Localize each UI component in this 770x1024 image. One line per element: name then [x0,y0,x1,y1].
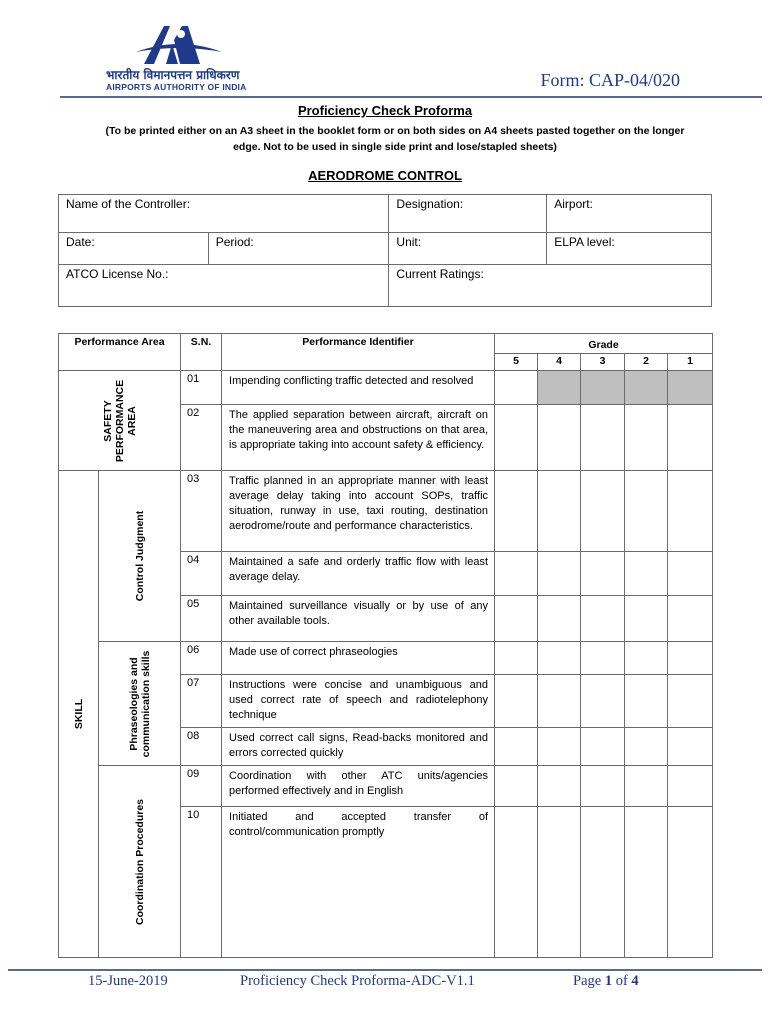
grade-cell[interactable] [538,728,581,766]
page-current: 1 [604,973,613,989]
grade-cell[interactable] [625,405,668,471]
org-name-english: AIRPORTS AUTHORITY OF INDIA [106,82,247,92]
grade-cell[interactable] [495,766,538,807]
grade-cell[interactable] [538,642,581,675]
header-divider [60,96,762,98]
table-row [59,471,713,552]
grade-cell[interactable] [668,728,713,766]
grade-cell[interactable] [538,552,581,596]
grade-cell[interactable] [625,807,668,958]
grade-cell[interactable] [495,642,538,675]
grade-cell[interactable] [581,596,625,642]
page-total: 4 [631,973,639,989]
aai-logo [104,22,254,94]
row-sn: 02 [181,405,222,471]
grade-cell-disabled [625,371,668,405]
area-coordination-procedures: Coordination Procedures [99,766,181,958]
period-field[interactable]: Period: [208,233,389,265]
grade-cell[interactable] [625,471,668,552]
grade-cell[interactable] [581,807,625,958]
grade-cell[interactable] [495,552,538,596]
grade-cell[interactable] [581,675,625,728]
page-word: Page [573,973,602,989]
grade-cell[interactable] [668,552,713,596]
area-safety-performance: SAFETY PERFORMANCE AREA [59,371,181,471]
grade-cell[interactable] [581,552,625,596]
grade-cell[interactable] [495,405,538,471]
grade-cell[interactable] [581,728,625,766]
row-identifier: Traffic planned in an appropriate manner with least average delay taking into account SOPs, traffic situation, runway in use, taxi routing, destination aerodrome/route and performance characteristics. [222,471,495,552]
footer-doc-title: Proficiency Check Proforma-ADC-V1.1 [240,973,475,989]
row-identifier: Instructions were concise and unambiguous and used correct rate of speech and radiotelephony technique [222,675,495,728]
ratings-field[interactable]: Current Ratings: [389,265,712,307]
row-identifier: Maintained a safe and orderly traffic flow with least average delay. [222,552,495,596]
grade-cell[interactable] [581,766,625,807]
row-identifier: Made use of correct phraseologies [222,642,495,675]
row-sn: 05 [181,596,222,642]
grade-2-header: 2 [625,354,668,371]
grade-3-header: 3 [581,354,625,371]
grade-cell[interactable] [495,675,538,728]
row-identifier: Impending conflicting traffic detected and resolved [222,371,495,405]
org-name-hindi: भारतीय विमानपत्तन प्राधिकरण [106,68,240,82]
grade-cell[interactable] [581,642,625,675]
grade-cell[interactable] [581,405,625,471]
date-field[interactable]: Date: [59,233,209,265]
footer-date: 15-June-2019 [88,973,168,989]
controller-info-table [58,194,712,307]
airport-field[interactable]: Airport: [547,195,712,233]
grade-cell[interactable] [538,471,581,552]
area-skill: SKILL [59,471,99,958]
form-number: Form: CAP-04/020 [540,70,680,90]
grade-cell-disabled [581,371,625,405]
grade-cell[interactable] [668,642,713,675]
row-identifier: Initiated and accepted transfer of control/communication promptly [222,807,495,958]
grade-cell[interactable] [625,728,668,766]
section-title: AERODROME CONTROL [308,168,462,183]
table-row [59,371,713,405]
grade-cell[interactable] [668,675,713,728]
row-sn: 07 [181,675,222,728]
designation-field[interactable]: Designation: [389,195,547,233]
grade-cell[interactable] [625,766,668,807]
row-sn: 10 [181,807,222,958]
page-subtitle: (To be printed either on an A3 sheet in the booklet form or on both sides on A4 sheets pasted together on the longer edge. Not to be used in single side print and lose/stapled sheets) [105,125,685,153]
grade-cell[interactable] [538,675,581,728]
grade-cell[interactable] [495,596,538,642]
grade-cell[interactable] [668,471,713,552]
grade-cell[interactable] [581,471,625,552]
table-row [59,766,713,807]
grade-cell[interactable] [495,728,538,766]
row-identifier: Coordination with other ATC units/agencies performed effectively and in English [222,766,495,807]
page-title: Proficiency Check Proforma [297,103,473,118]
grade-cell[interactable] [668,596,713,642]
grade-cell-disabled [538,371,581,405]
row-identifier: The applied separation between aircraft, aircraft on the maneuvering area and obstructions on that area, is appropriate taking into account safety & efficiency. [222,405,495,471]
header-performance-area: Performance Area [59,334,181,371]
aai-emblem-icon [134,22,224,66]
area-phraseologies: Phraseologies and communication skills [99,642,181,766]
grade-cell[interactable] [538,807,581,958]
license-field[interactable]: ATCO License No.: [59,265,389,307]
grade-cell[interactable] [495,807,538,958]
controller-name-field[interactable]: Name of the Controller: [59,195,389,233]
unit-field[interactable]: Unit: [389,233,547,265]
grade-5-header: 5 [495,354,538,371]
grade-cell[interactable] [495,471,538,552]
footer-divider [8,969,762,971]
row-identifier: Maintained surveillance visually or by use of any other available tools. [222,596,495,642]
grade-cell[interactable] [668,766,713,807]
row-sn: 04 [181,552,222,596]
grade-cell[interactable] [495,371,538,405]
table-row [59,642,713,675]
row-sn: 03 [181,471,222,552]
row-sn: 01 [181,371,222,405]
grade-cell[interactable] [625,552,668,596]
area-control-judgment: Control Judgment [99,471,181,642]
grade-1-header: 1 [668,354,713,371]
grade-cell[interactable] [625,675,668,728]
grade-cell-disabled [668,371,713,405]
grade-cell[interactable] [538,596,581,642]
header-sn: S.N. [181,334,222,371]
header-performance-identifier: Performance Identifier [222,334,495,371]
of-word: of [615,973,628,989]
grade-cell[interactable] [625,596,668,642]
footer-page-number [573,973,639,990]
performance-table [58,333,713,958]
grade-cell[interactable] [538,766,581,807]
row-sn: 09 [181,766,222,807]
elpa-level-field[interactable]: ELPA level: [547,233,712,265]
grade-cell[interactable] [668,405,713,471]
row-sn: 06 [181,642,222,675]
grade-cell[interactable] [538,405,581,471]
grade-4-header: 4 [538,354,581,371]
grade-cell[interactable] [668,807,713,958]
row-sn: 08 [181,728,222,766]
row-identifier: Used correct call signs, Read-backs monitored and errors corrected quickly [222,728,495,766]
grade-cell[interactable] [625,642,668,675]
header-grade: Grade [495,334,713,354]
